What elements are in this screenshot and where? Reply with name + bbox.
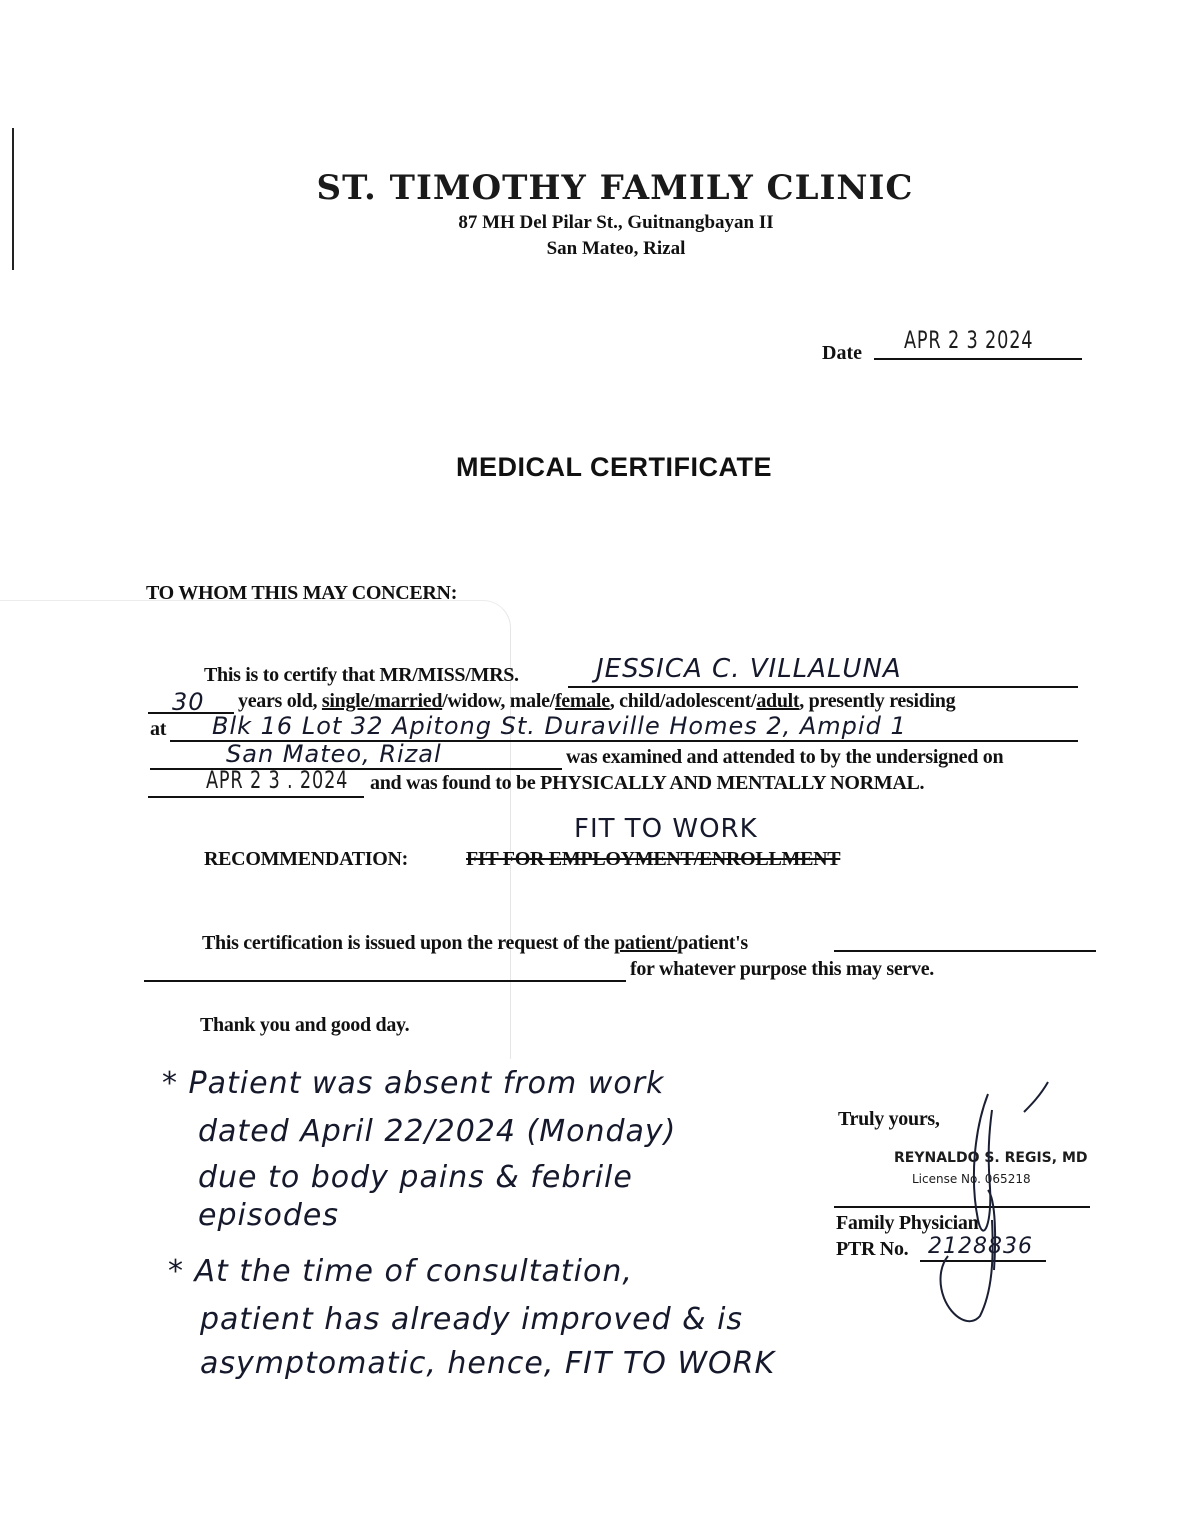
license-number: License No. 065218 (912, 1172, 1031, 1186)
ptr-number: 2128836 (928, 1234, 1033, 1259)
note-line-6: patient has already improved & is (200, 1302, 744, 1337)
name-underline (568, 686, 1078, 688)
certificate-title: MEDICAL CERTIFICATE (456, 452, 772, 482)
physician-role: Family Physician (836, 1212, 979, 1234)
recommendation-handwritten: FIT TO WORK (574, 814, 758, 844)
note-line-2: dated April 22/2024 (Monday) (198, 1114, 677, 1149)
note-line-4: episodes (198, 1198, 339, 1233)
truly-yours: Truly yours, (838, 1108, 940, 1130)
scan-edge-line (12, 128, 14, 270)
at-label: at (150, 718, 167, 740)
patient-address-line2: San Mateo, Rizal (226, 740, 442, 768)
clinic-address-line1: 87 MH Del Pilar St., Guitnangbayan II (458, 212, 774, 233)
salutation: TO WHOM THIS MAY CONCERN: (146, 582, 458, 604)
note-line-7: asymptomatic, hence, FIT TO WORK (200, 1346, 776, 1381)
physician-signature (930, 1070, 1060, 1330)
age-status-text: years old, single/married/widow, male/female, child/adolescent/adult, presently residing (238, 690, 956, 712)
clinic-address-line2: San Mateo, Rizal (546, 238, 686, 259)
recommendation-label: RECOMMENDATION: (204, 848, 409, 870)
recommendation-struck: FIT FOR EMPLOYMENT/ENROLLMENT (466, 848, 841, 870)
issued-text: This certification is issued upon the request of the patient/patient's (202, 932, 748, 954)
date-label: Date (822, 342, 862, 364)
clinic-name: ST. TIMOTHY FAMILY CLINIC (316, 168, 914, 208)
exam-date-stamp: APR 2 3 . 2024 (206, 766, 349, 794)
found-normal-text: and was found to be PHYSICALLY AND MENTALLY NORMAL. (370, 772, 925, 794)
note-line-5: * At the time of consultation, (168, 1254, 633, 1289)
patient-address-line1: Blk 16 Lot 32 Apitong St. Duraville Homes 2, Ampid 1 (212, 712, 907, 740)
closing-text: Thank you and good day. (200, 1014, 410, 1036)
ptr-label: PTR No. (836, 1238, 909, 1260)
patient-name: JESSICA C. VILLALUNA (596, 654, 902, 684)
purpose-underline (144, 980, 626, 982)
note-line-1: * Patient was absent from work (162, 1066, 665, 1101)
date-underline (874, 358, 1082, 360)
date-stamp: APR 2 3 2024 (904, 326, 1034, 354)
requester-underline (834, 950, 1096, 952)
note-line-3: due to body pains & febrile (198, 1160, 633, 1195)
patient-age: 30 (172, 688, 205, 716)
purpose-text: for whatever purpose this may serve. (630, 958, 934, 980)
certify-prefix: This is to certify that MR/MISS/MRS. (204, 664, 519, 686)
doctor-name-stamp: REYNALDO S. REGIS, MD (894, 1150, 1088, 1166)
exam-date-underline (148, 796, 364, 798)
examined-text: was examined and attended to by the undersigned on (566, 746, 1004, 768)
